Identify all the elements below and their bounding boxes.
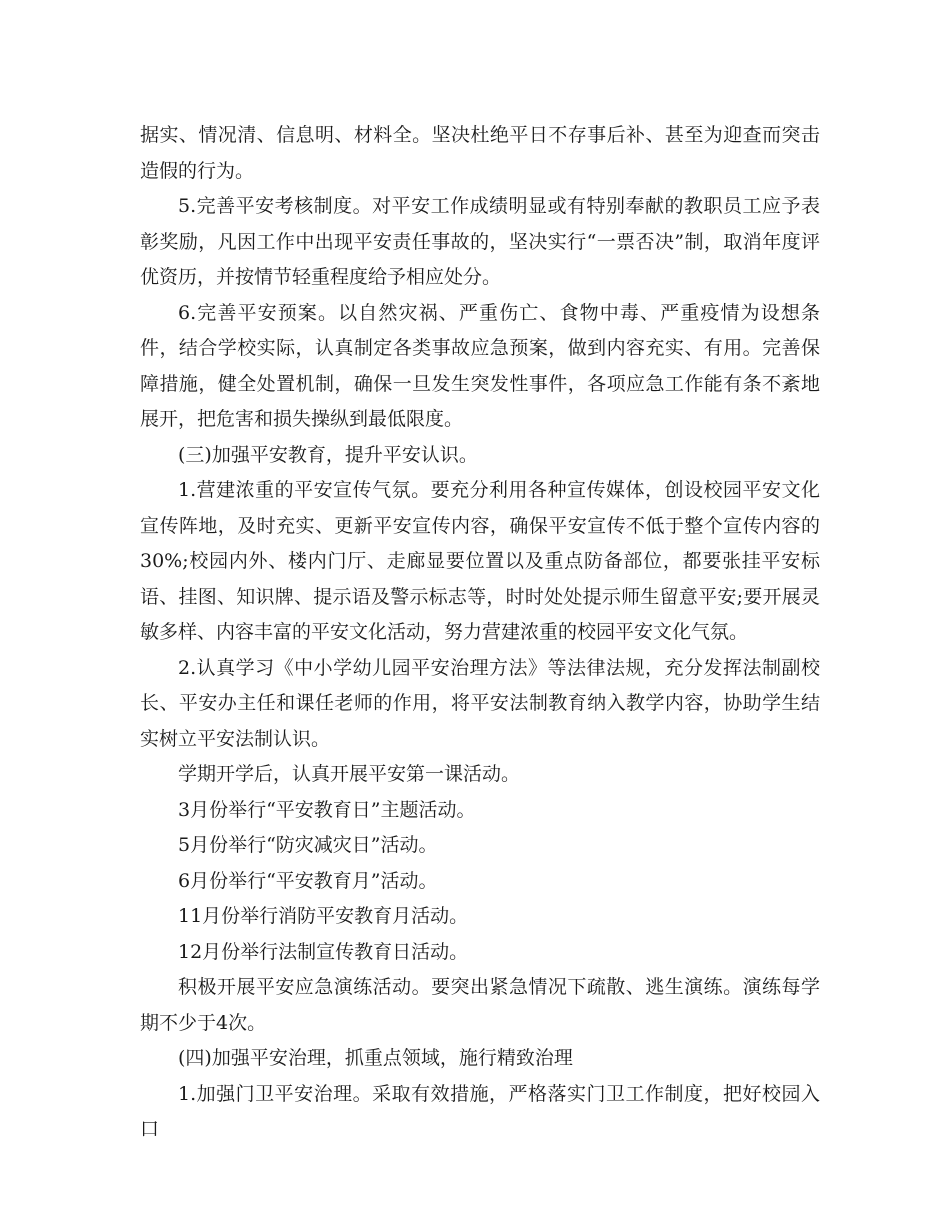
activity-item: 6月份举行“平安教育月”活动。 bbox=[178, 869, 438, 892]
activity-item: 11月份举行消防平安教育月活动。 bbox=[178, 905, 469, 927]
paragraph: 2.认真学习《中小学幼儿园平安治理方法》等法律法规，充分发挥法制副校长、平安办主任和课任老师的作用，将平安法制教育纳入教学内容，协助学生结实树立平安法制认识。 bbox=[140, 656, 820, 750]
paragraph: 积极开展平安应急演练活动。要突出紧急情况下疏散、逃生演练。演练每学期不少于4次。 bbox=[140, 976, 820, 1034]
paragraph: 据实、情况清、信息明、材料全。坚决杜绝平日不存事后补、甚至为迎查而突击造假的行为。 bbox=[140, 124, 820, 182]
paragraph: 1.加强门卫平安治理。采取有效措施，严格落实门卫工作制度，把好校园入口 bbox=[140, 1082, 820, 1140]
paragraph: 6.完善平安预案。以自然灾祸、严重伤亡、食物中毒、严重疫情为设想条件，结合学校实际，认真制定各类事故应急预案，做到内容充实、有用。完善保障措施，健全处置机制，确保一旦发生突发性事件，各项应急工作能有条不紊地展开，把危害和损失操纵到最低限度。 bbox=[140, 301, 820, 430]
paragraph: 学期开学后，认真开展平安第一课活动。 bbox=[178, 763, 521, 785]
document-body bbox=[140, 118, 820, 1148]
section-heading: (三)加强平安教育，提升平安认识。 bbox=[178, 443, 478, 466]
activity-item: 12月份举行法制宣传教育日活动。 bbox=[178, 940, 469, 963]
activity-item: 3月份举行“平安教育日”主题活动。 bbox=[178, 798, 476, 821]
activity-item: 5月份举行“防灾减灾日”活动。 bbox=[178, 834, 438, 856]
paragraph: 5.完善平安考核制度。对平安工作成绩明显或有特别奉献的教职员工应予表彰奖励，凡因工作中出现平安责任事故的，坚决实行“一票否决”制，取消年度评优资历，并按情节轻重程度给予相应处分。 bbox=[140, 195, 820, 288]
section-heading: (四)加强平安治理，抓重点领域，施行精致治理 bbox=[178, 1047, 573, 1069]
paragraph: 1.营建浓重的平安宣传气氛。要充分利用各种宣传媒体，创设校园平安文化宣传阵地，及时充实、更新平安宣传内容，确保平安宣传不低于整个宣传内容的30%;校园内外、楼内门厅、走廊显要位置以及重点防备部位，都要张挂平安标语、挂图、知识牌、提示语及警示标志等，时时处处提示师生留意平安;要开展灵敏多样、内容丰富的平安文化活动，努力营建浓重的校园平安文化气氛。 bbox=[140, 479, 820, 643]
